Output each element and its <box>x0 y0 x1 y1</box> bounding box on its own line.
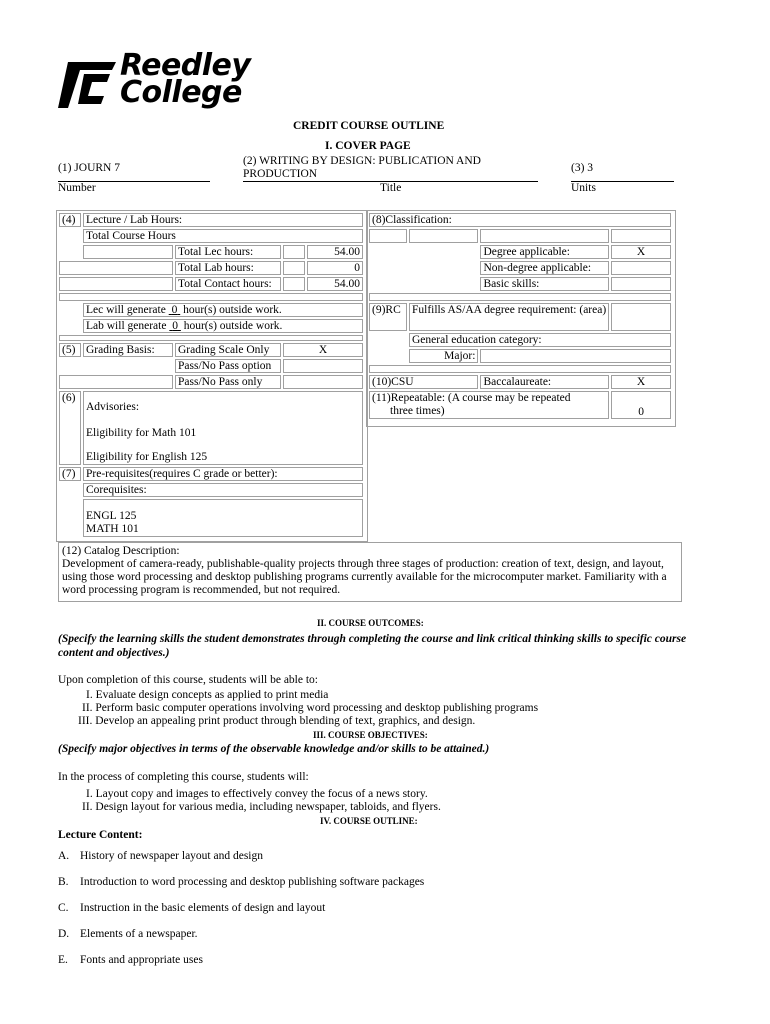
fulfills-requirement-label: Fulfills AS/AA degree requirement: (area) <box>409 303 609 331</box>
number-label: Number <box>58 182 96 194</box>
grading-option-2: Pass/No Pass option <box>175 359 281 373</box>
lecture-lab-hours-label: Lecture / Lab Hours: <box>83 213 363 227</box>
objectives-intro: In the process of completing this course, students will: <box>58 771 309 783</box>
prereq-item-2: MATH 101 <box>86 523 139 535</box>
outcomes-instruction: (Specify the learning skills the student demonstrates through completing the course and link critical thinking skills to specific course content and objectives.) <box>58 633 687 659</box>
title-label: Title <box>380 182 402 194</box>
total-contact-hours-label: Total Contact hours: <box>175 277 281 291</box>
course-title-value-1: (2) WRITING BY DESIGN: PUBLICATION AND <box>243 155 481 167</box>
advisory-item-1: Eligibility for Math 101 <box>86 427 197 439</box>
outline-item: E. Fonts and appropriate uses <box>58 954 203 966</box>
ge-category-label: General education category: <box>409 333 671 347</box>
catalog-label: (12) Catalog Description: <box>62 545 180 557</box>
grading-basis-label: Grading Basis: <box>83 343 173 357</box>
outcome-item-3: III. Develop an appealing print product through blending of text, graphics, and design. <box>78 715 476 727</box>
outline-item: A. History of newspaper layout and design <box>58 850 264 862</box>
classification-table <box>367 211 673 421</box>
csu-label: (10)CSU <box>369 375 478 389</box>
total-lec-hours-value: 54.00 <box>307 245 363 259</box>
logo-line-1: Reedley <box>120 48 251 83</box>
classification-label: (8)Classification: <box>369 213 671 227</box>
section-4: (4) <box>59 213 81 227</box>
units-label: Units <box>571 182 596 194</box>
catalog-description <box>58 542 682 602</box>
total-lec-hours-label: Total Lec hours: <box>175 245 281 259</box>
outline-item: B. Introduction to word processing and desktop publishing software packages <box>58 876 425 888</box>
total-lab-hours-label: Total Lab hours: <box>175 261 281 275</box>
major-label: Major: <box>409 349 478 363</box>
section-6: (6) <box>59 391 81 465</box>
document-title: CREDIT COURSE OUTLINE <box>293 120 445 132</box>
outcomes-intro: Upon completion of this course, students will be able to: <box>58 674 318 686</box>
objectives-instruction: (Specify major objectives in terms of the observable knowledge and/or skills to be attained.) <box>58 743 490 755</box>
catalog-text: Development of camera-ready, publishable-quality projects through three stages of production: creation of text, design, and layout, using those word processing and desktop publishing programs currently available for the microcomputer market. Familiarity with a word processing program is recommended, but not required. <box>62 558 667 596</box>
baccalaureate-label: Baccalaureate: <box>480 375 609 389</box>
outline-heading: IV. COURSE OUTLINE: <box>320 816 418 826</box>
grading-option-3: Pass/No Pass only <box>175 375 281 389</box>
rc-logo-icon <box>58 60 116 110</box>
coreq-label: Corequisites: <box>83 483 363 497</box>
non-degree-label: Non-degree applicable: <box>480 261 609 275</box>
course-title-value-2: PRODUCTION <box>243 168 318 180</box>
grading-option-1: Grading Scale Only <box>175 343 281 357</box>
outcome-item-1: I. Evaluate design concepts as applied to print media <box>86 689 329 701</box>
total-course-hours-label: Total Course Hours <box>83 229 363 243</box>
hours-grading-table <box>57 211 365 539</box>
objective-item-2: II. Design layout for various media, including newspaper, tabloids, and flyers. <box>82 801 441 813</box>
repeatable-label: (11)Repeatable: (A course may be repeated three times) <box>369 391 609 419</box>
prereq-item-1: ENGL 125 <box>86 510 137 522</box>
reedley-college-logo <box>58 48 278 114</box>
course-number-value: (1) JOURN 7 <box>58 162 120 174</box>
lecture-content-label: Lecture Content: <box>58 829 143 841</box>
advisory-item-2: Eligibility for English 125 <box>86 451 208 463</box>
prereq-items <box>83 499 363 537</box>
outcomes-heading: II. COURSE OUTCOMES: <box>317 618 424 628</box>
objectives-heading: III. COURSE OBJECTIVES: <box>313 730 428 740</box>
rc-label: (9)RC <box>369 303 407 331</box>
outline-item: C. Instruction in the basic elements of design and layout <box>58 902 326 914</box>
advisories-label: Advisories: <box>86 401 140 413</box>
lec-outside-work: Lec will generate 0 hour(s) outside work. <box>83 303 363 317</box>
degree-applicable-mark: X <box>611 245 671 259</box>
objective-item-1: I. Layout copy and images to effectively convey the focus of a news story. <box>86 788 428 800</box>
total-contact-hours-value: 54.00 <box>307 277 363 291</box>
section-5: (5) <box>59 343 81 357</box>
prereq-label: Pre-requisites(requires C grade or better): <box>83 467 363 481</box>
section-7: (7) <box>59 467 81 481</box>
outline-item: D. Elements of a newspaper. <box>58 928 198 940</box>
degree-applicable-label: Degree applicable: <box>480 245 609 259</box>
outcome-item-2: II. Perform basic computer operations involving word processing and desktop publishing programs <box>82 702 539 714</box>
repeatable-value: 0 <box>611 391 671 419</box>
baccalaureate-mark: X <box>611 375 671 389</box>
logo-line-2: College <box>120 75 242 110</box>
logo-wordmark <box>120 48 251 110</box>
grading-option-1-mark: X <box>283 343 363 357</box>
total-lab-hours-value: 0 <box>307 261 363 275</box>
advisories-cell <box>83 391 363 465</box>
units-value: (3) 3 <box>571 162 594 174</box>
basic-skills-label: Basic skills: <box>480 277 609 291</box>
lab-outside-work: Lab will generate 0 hour(s) outside work. <box>83 319 363 333</box>
cover-page-heading: I. COVER PAGE <box>325 140 411 152</box>
